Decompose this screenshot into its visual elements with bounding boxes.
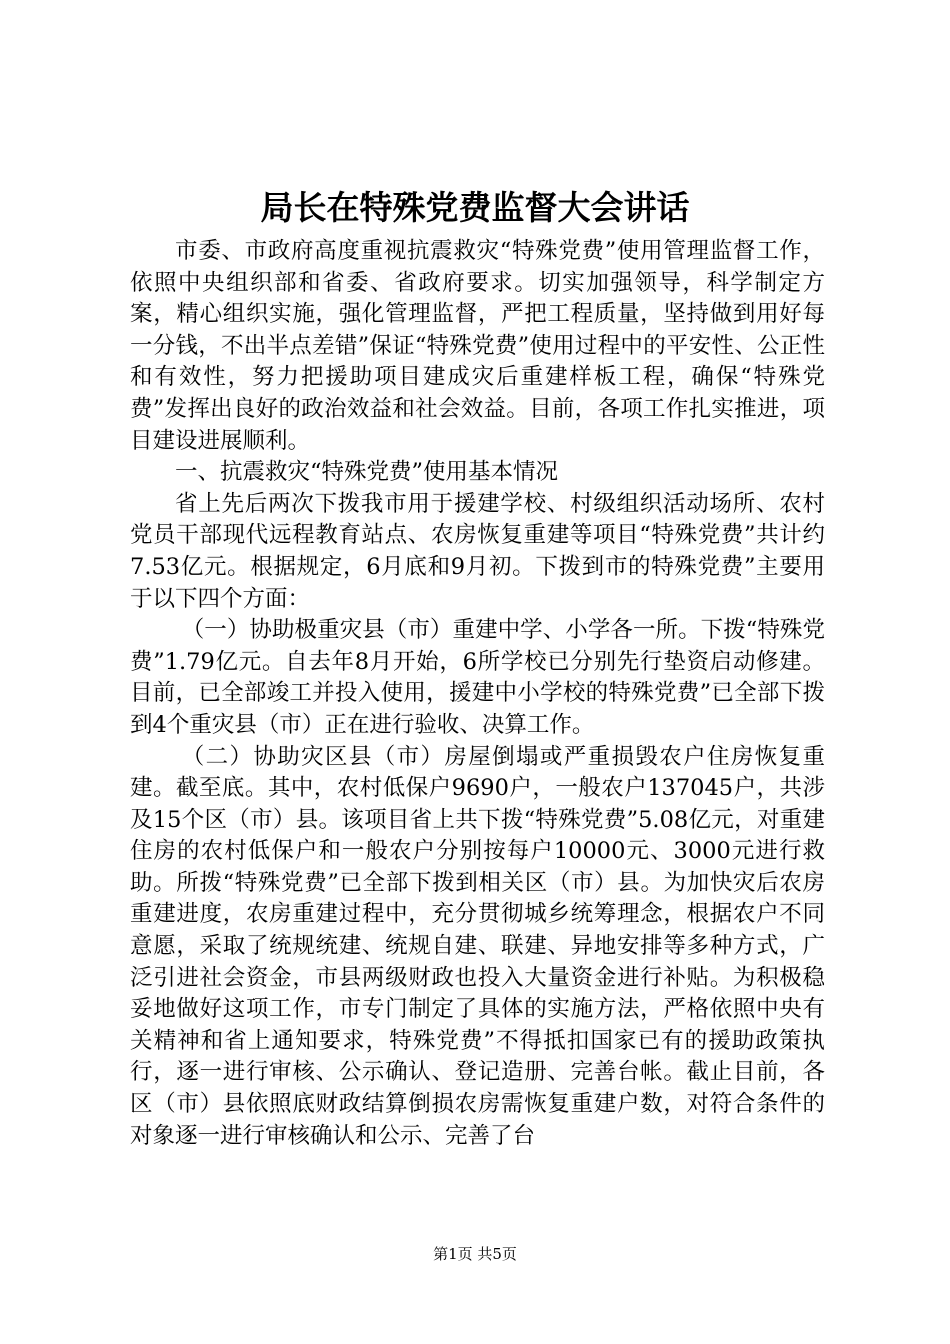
paragraph-item-1: （一）协助极重灾县（市）重建中学、小学各一所。下拨“特殊党费”1.79亿元。自去年8月开始，6所学校已分别先行垫资启动修建。目前，已全部竣工并投入使用，援建中小学校的特殊党费”已全部下拨到4个重灾县（市）正在进行验收、决算工作。	[130, 617, 825, 738]
paragraph-item-2: （二）协助灾区县（市）房屋倒塌或严重损毁农户住房恢复重建。截至底。其中，农村低保户9690户，一般农户137045户，共涉及15个区（市）县。该项目省上共下拨“特殊党费”5.08亿元，对重建住房的农村低保户和一般农户分别按每户10000元、3000元进行救助。所拨“特殊党费”已全部下拨到相关区（市）县。为加快灾后农房重建进度，农房重建过程中，充分贯彻城乡统筹理念，根据农户不同意愿，采取了统规统建、统规自建、联建、异地安排等多种方式，广泛引进社会资金，市县两级财政也投入大量资金进行补贴。为积极稳妥地做好这项工作，市专门制定了具体的实施方法，严格依照中央有关精神和省上通知要求，特殊党费”不得抵扣国家已有的援助政策执行，逐一进行审核、公示确认、登记造册、完善台帐。截止目前，各区（市）县依照底财政结算倒损农房需恢复重建户数，对符合条件的对象逐一进行审核确认和公示、完善了台	[130, 743, 825, 1149]
page-footer: 第1页 共5页	[433, 1245, 517, 1263]
document-title: 局长在特殊党费监督大会讲话	[260, 188, 690, 227]
section-heading-1: 一、抗震救灾“特殊党费”使用基本情况	[175, 459, 559, 486]
paragraph-intro: 市委、市政府高度重视抗震救灾“特殊党费”使用管理监督工作，依照中央组织部和省委、省政府要求。切实加强领导，科学制定方案，精心组织实施，强化管理监督，严把工程质量，坚持做到用好每一分钱，不出半点差错”保证“特殊党费”使用过程中的平安性、公正性和有效性，努力把援助项目建成灾后重建样板工程，确保“特殊党费”发挥出良好的政治效益和社会效益。目前，各项工作扎实推进，项目建设进展顺利。	[130, 238, 825, 454]
document-body	[130, 236, 825, 1152]
paragraph-funding: 省上先后两次下拨我市用于援建学校、村级组织活动场所、农村党员干部现代远程教育站点、农房恢复重建等项目“特殊党费”共计约7.53亿元。根据规定，6月底和9月初。下拨到市的特殊党费”主要用于以下四个方面：	[130, 490, 825, 612]
